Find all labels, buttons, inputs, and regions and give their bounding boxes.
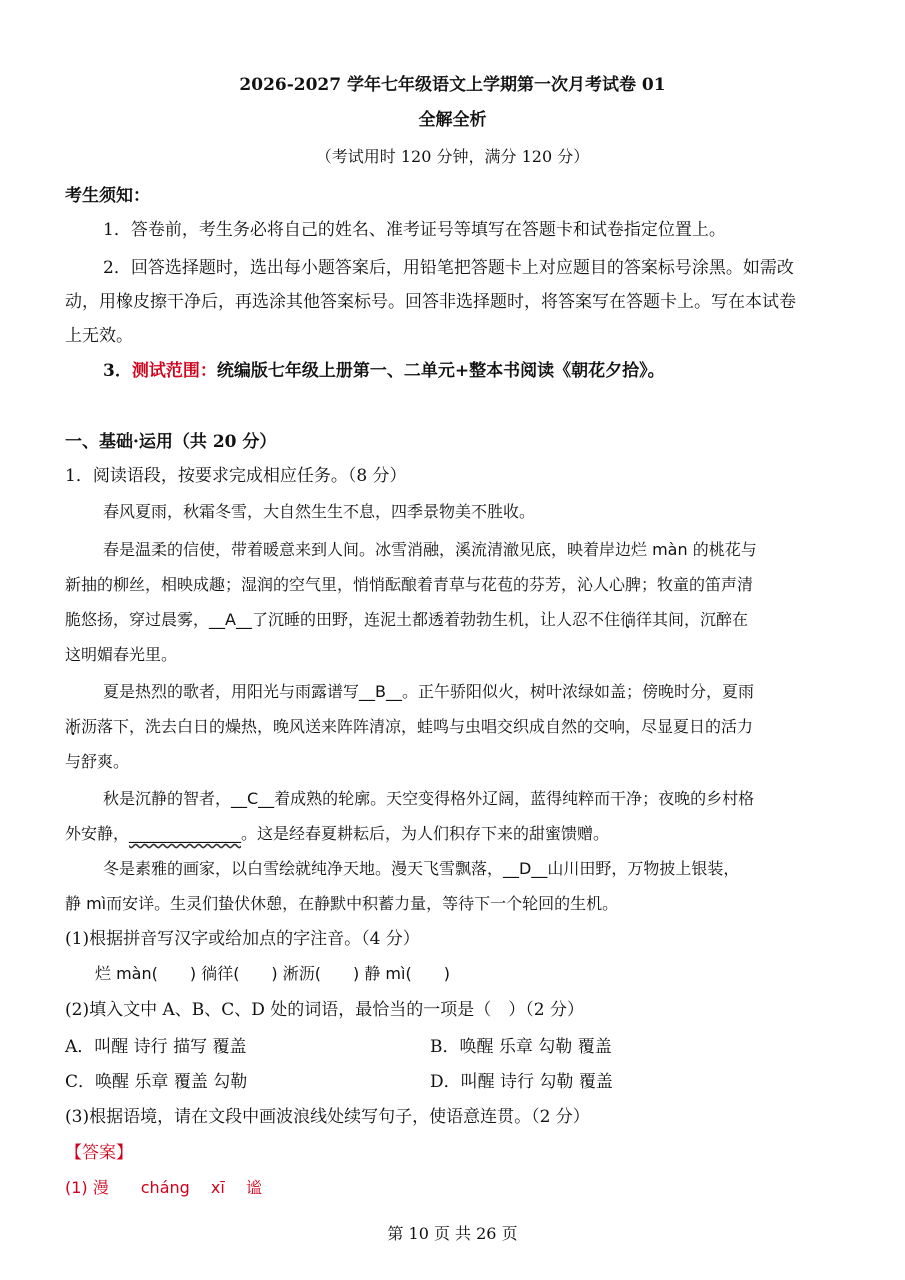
question-1-1: (1)根据拼音写汉字或给加点的字注音。（4 分）	[65, 929, 420, 949]
passage-autumn-line-2	[65, 822, 609, 846]
test-scope-label: 测试范围：	[131, 361, 217, 381]
passage-spring-line-3	[65, 608, 748, 632]
passage-summer-line-3: 与舒爽。	[65, 752, 130, 771]
passage-spring-line-4: 这明媚春光里。	[65, 645, 178, 664]
question-1-1-items: 烂 màn( ) 徜徉( ) 淅沥( ) 静 mì( )	[95, 964, 450, 983]
passage-text: 外安静，	[65, 824, 130, 843]
notice-item-2-line-1: 2．回答选择题时，选出每小题答案后，用铅笔把答题卡上对应题目的答案标号涂黑。如需改	[103, 258, 794, 278]
option-d: D．叫醒 诗行 勾勒 覆盖	[430, 1072, 613, 1092]
passage-text: 徉其间，沉醉在	[635, 610, 748, 629]
notice-item-2-line-3: 上无效。	[65, 326, 133, 346]
passage-winter-line-2: 静 mì而安详。生灵们蛰伏休憩，在静默中积蓄力量，等待下一个轮回的生机。	[65, 894, 619, 913]
question-1-stem: 1．阅读语段，按要求完成相应任务。（8 分）	[65, 466, 407, 486]
page-number: 第 10 页 共 26 页	[387, 1224, 518, 1243]
answer-line-1: (1) 漫 cháng xī 谧	[65, 1178, 262, 1197]
answer-label: 【答案】	[65, 1143, 133, 1163]
passage-text: 沥落下，洗去白日的燥热，晚风送来阵阵清凉，蛙鸣与虫唱交织成自然的交响，尽显夏日的活力	[81, 717, 754, 736]
option-c: C．唤醒 乐章 覆盖 勾勒	[65, 1072, 248, 1092]
passage-spring-line-1: 春是温柔的信使，带着暖意来到人间。冰雪消融，溪流清澈见底，映着岸边烂 màn 的桃花与	[103, 540, 757, 559]
passage-text: 脆悠扬，穿过晨雾，__A__了沉睡的田野，连泥土都透着勃勃生机，让人忍不住	[65, 610, 620, 629]
exam-meta: （考试用时 120 分钟，满分 120 分）	[315, 147, 590, 166]
passage-autumn-line-1: 秋是沉静的智者，__C__着成熟的轮廓。天空变得格外辽阔，蓝得纯粹而干净；夜晚的乡村格	[103, 789, 755, 808]
continuation-blank: ______________	[129, 824, 242, 843]
passage-intro: 春风夏雨，秋霜冬雪，大自然生生不息，四季景物美不胜收。	[103, 502, 536, 521]
dotted-char: 徜	[619, 610, 636, 629]
dotted-char: 淅	[65, 717, 82, 736]
notice-item-2-line-2: 动，用橡皮擦干净后，再选涂其他答案标号。回答非选择题时，将答案写在答题卡上。写在本试卷	[65, 292, 796, 312]
notice-item-3-number: 3．	[103, 361, 132, 381]
section-heading: 一、基础·运用（共 20 分）	[65, 432, 277, 452]
page-title: 2026-2027 学年七年级语文上学期第一次月考试卷 01	[239, 75, 666, 95]
passage-spring-line-2: 新抽的柳丝，相映成趣；湿润的空气里，悄悄酝酿着青草与花苞的芬芳，沁人心脾；牧童的笛声清	[65, 575, 754, 594]
notice-item-3	[103, 359, 665, 383]
passage-summer-line-1: 夏是热烈的歌者，用阳光与雨露谱写__B__。正午骄阳似火，树叶浓绿如盖；傍晚时分，夏雨	[103, 682, 754, 701]
question-1-3: (3)根据语境，请在文段中画波浪线处续写句子，使语意连贯。（2 分）	[65, 1107, 590, 1127]
passage-text: 。这是经春夏耕耘后，为人们积存下来的甜蜜馈赠。	[241, 824, 610, 843]
question-1-2: (2)填入文中 A、B、C、D 处的词语，最恰当的一项是（ ）（2 分）	[65, 1000, 585, 1020]
passage-winter-line-1: 冬是素雅的画家，以白雪绘就纯净天地。漫天飞雪飘落，__D__山川田野，万物披上银装，	[103, 859, 740, 878]
option-b: B．唤醒 乐章 勾勒 覆盖	[430, 1037, 612, 1057]
page-subtitle: 全解全析	[418, 110, 487, 130]
notice-heading: 考生须知：	[65, 186, 150, 206]
passage-summer-line-2	[65, 715, 753, 739]
test-scope-text: 统编版七年级上册第一、二单元+整本书阅读《朝花夕拾》。	[216, 361, 665, 381]
option-a: A．叫醒 诗行 描写 覆盖	[65, 1037, 247, 1057]
notice-item-1: 1．答卷前，考生务必将自己的姓名、准考证号等填写在答题卡和试卷指定位置上。	[103, 220, 726, 240]
